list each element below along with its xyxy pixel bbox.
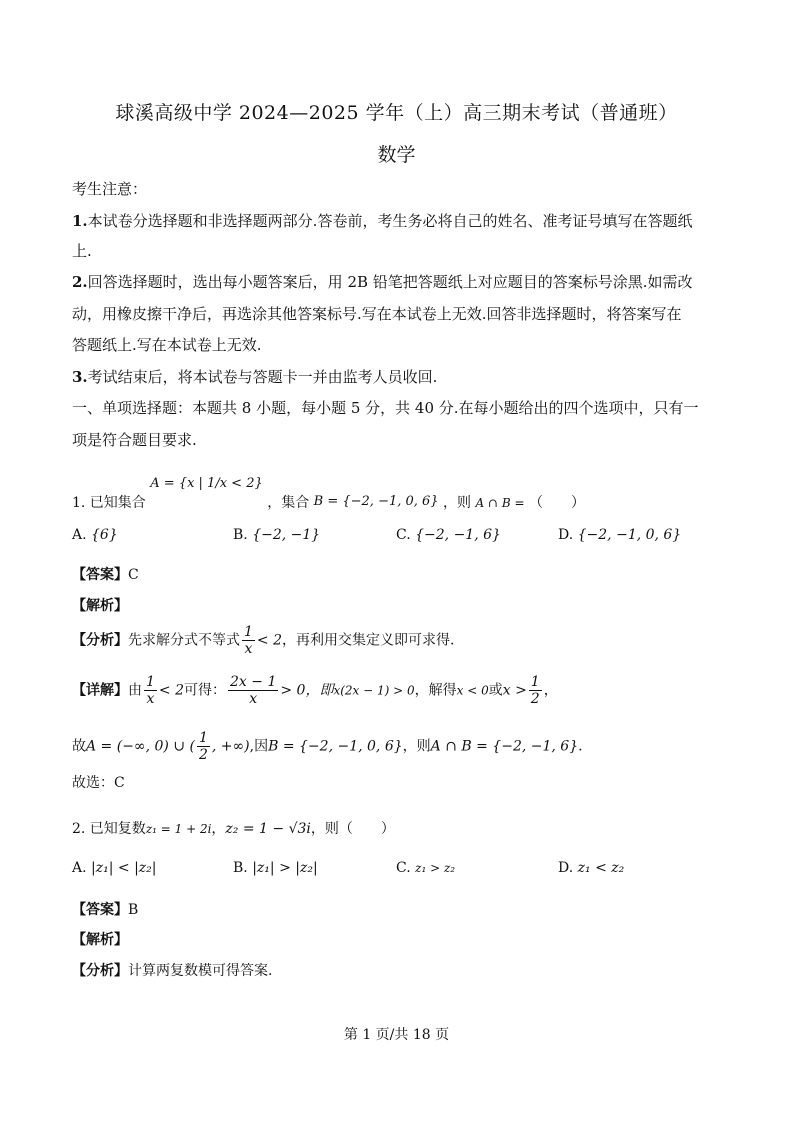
q2-answer — [72, 899, 138, 919]
notice-item-2-cont2: 答题纸上.写在本试卷上无效. — [72, 336, 262, 354]
q1-guxuan: 故选：C — [72, 775, 125, 791]
q1-xj-half — [529, 674, 542, 707]
q2-option-a-letter: A. — [72, 860, 87, 876]
notice-item-2-num: 2. — [72, 273, 88, 291]
q2-stem-suffix: ，则（ ） — [310, 821, 395, 837]
q2-option-a-text: |z₁| < |z₂| — [91, 860, 157, 876]
page-footer: 第 1 页/共 18 页 — [343, 1027, 450, 1043]
q1-option-c-text: {−2, −1, 6} — [415, 527, 501, 543]
q2-z2: z₂ = 1 − √3i — [225, 821, 311, 837]
q1-answer-label: 【答案】 — [72, 567, 128, 583]
q1-option-b-letter: B. — [233, 527, 248, 543]
q1-fenxi-label: 【分析】 — [72, 632, 128, 649]
q1-xj-text2: 可得： — [184, 682, 227, 699]
q1-option-d-text: {−2, −1, 0, 6} — [577, 527, 682, 543]
q1-gu-text1: 故 — [72, 738, 86, 755]
q2-option-c-text: z₁ > z₂ — [415, 861, 456, 875]
q2-answer-value: B — [128, 902, 139, 918]
fraction-denominator: x — [146, 691, 155, 707]
q2-option-c — [396, 860, 455, 876]
q2-option-d — [558, 860, 624, 876]
q1-xiangjie — [72, 674, 558, 707]
fraction-numerator: 1 — [244, 624, 253, 640]
q1-gu-end: . — [578, 738, 583, 755]
q1-xj-text3: ，解得 — [414, 682, 457, 699]
q2-stem — [72, 818, 395, 838]
q1-xj-prod: x(2x − 1) > 0 — [333, 683, 415, 698]
q2-z1: z₁ = 1 + 2i — [145, 822, 212, 836]
q1-xj-text1: 由 — [128, 682, 142, 699]
q2-option-b-letter: B. — [233, 860, 248, 876]
q1-paren: （ ） — [528, 495, 585, 511]
q1-answer-value: C — [128, 567, 139, 583]
page-title: 球溪高级中学 2024—2025 学年（上）高三期末考试（普通班） — [115, 102, 678, 124]
notice-item-2-text: 回答选择题时，选出每小题答案后，用 2B 铅笔把答题纸上对应题目的答案标号涂黑.如需改 — [87, 273, 693, 291]
q1-option-c-letter: C. — [396, 527, 411, 543]
notice-item-1-cont: 上. — [72, 242, 92, 260]
q1-xj-gt0: > 0，即 — [280, 682, 334, 699]
q1-option-c — [396, 527, 501, 543]
notice-item-1 — [72, 210, 692, 231]
subject-title: 数学 — [377, 144, 416, 166]
q1-gu-half — [197, 730, 210, 763]
q2-fenxi-text: 计算两复数模可得答案. — [128, 963, 273, 979]
q1-fenxi-ineq: < 2 — [256, 632, 283, 649]
q1-option-a — [72, 527, 118, 543]
q1-stem-suffix: ，则 — [443, 495, 472, 511]
fraction-numerator: 1 — [198, 730, 208, 746]
q1-gu — [72, 730, 583, 763]
q2-answer-label: 【答案】 — [72, 902, 128, 918]
fraction-denominator: x — [244, 641, 253, 657]
q1-gu-set-a: A = (−∞, 0) ∪ ( — [86, 738, 195, 755]
q2-option-c-letter: C. — [396, 860, 411, 876]
fraction-numerator: 1 — [530, 674, 540, 690]
q1-set-a: A = {x | 1/x < 2} — [150, 476, 263, 491]
q1-xiangjie-label: 【详解】 — [72, 682, 128, 699]
q1-option-d-letter: D. — [558, 527, 574, 543]
notice-item-3-text: 考试结束后，将本试卷与答题卡一并由监考人员收回. — [87, 368, 438, 386]
q1-option-d — [558, 527, 681, 543]
q2-stem-prefix: 2. 已知复数 — [72, 821, 146, 837]
q1-gu-text3: ，则 — [402, 738, 431, 755]
q1-stem-mid: ，集合 — [267, 495, 310, 511]
fraction-denominator: x — [249, 691, 258, 707]
q1-xj-sol2: x > — [502, 682, 527, 699]
q1-fenxi-text2: ，再利用交集定义即可求得. — [282, 632, 455, 649]
q2-option-d-text: z₁ < z₂ — [577, 860, 625, 876]
q2-option-b — [233, 860, 318, 876]
q2-analysis-label: 【解析】 — [72, 932, 128, 948]
q1-xj-fraction — [144, 674, 157, 707]
q1-gu-set-a2: , +∞) — [211, 738, 250, 755]
q1-xj-or: 或 — [488, 682, 503, 699]
q1-fenxi-text1: 先求解分式不等式 — [128, 632, 240, 649]
q1-gu-text2: ,因 — [249, 738, 269, 755]
q1-option-a-letter: A. — [72, 527, 87, 543]
q1-gu-result: A ∩ B = {−2, −1, 6} — [430, 738, 579, 755]
q1-xj-end: ， — [543, 682, 558, 699]
q1-ask: A ∩ B = — [475, 496, 525, 510]
fraction-denominator: 2 — [530, 691, 540, 707]
q1-set-b: B = {−2, −1, 0, 6} — [313, 494, 439, 509]
fraction-denominator: 2 — [198, 747, 208, 763]
q2-option-b-text: |z₁| > |z₂| — [252, 860, 318, 876]
q1-fenxi — [72, 624, 454, 657]
q1-xj-frac2 — [228, 674, 278, 707]
q1-answer — [72, 564, 139, 584]
notice-item-2 — [72, 271, 693, 292]
section-heading-cont: 项是符合题目要求. — [72, 431, 197, 449]
q1-fenxi-fraction — [242, 624, 255, 657]
q1-gu-set-b: B = {−2, −1, 0, 6} — [268, 738, 403, 755]
q1-stem — [72, 472, 585, 511]
q2-option-d-letter: D. — [558, 860, 574, 876]
notice-item-3-num: 3. — [72, 368, 88, 386]
fraction-numerator: 2x − 1 — [230, 674, 277, 690]
q1-option-b — [233, 527, 320, 543]
q1-option-a-text: {6} — [91, 527, 118, 543]
q1-option-b-text: {−2, −1} — [252, 527, 321, 543]
q1-xj-sol1: x < 0 — [456, 683, 489, 698]
q2-fenxi-label: 【分析】 — [72, 963, 128, 979]
notice-item-1-text: 本试卷分选择题和非选择题两部分.答卷前，考生务必将自己的姓名、准考证号填写在答题纸 — [87, 212, 693, 230]
q2-option-a — [72, 860, 157, 876]
section-heading: 一、单项选择题：本题共 8 小题，每小题 5 分，共 40 分.在每小题给出的四个选项中，只有一 — [72, 399, 699, 417]
q2-sep: ， — [211, 821, 226, 837]
q2-fenxi — [72, 960, 272, 980]
q1-xj-ineq: < 2 — [158, 682, 185, 699]
fraction-numerator: 1 — [146, 674, 155, 690]
q1-stem-prefix: 1. 已知集合 — [72, 495, 146, 511]
notice-item-3 — [72, 366, 437, 387]
q1-analysis-label: 【解析】 — [72, 598, 128, 614]
notice-item-1-num: 1. — [72, 212, 88, 230]
notice-heading: 考生注意： — [72, 180, 148, 198]
notice-item-2-cont1: 动，用橡皮擦干净后，再选涂其他答案标号.写在本试卷上无效.回答非选择题时，将答案写在 — [72, 305, 682, 323]
